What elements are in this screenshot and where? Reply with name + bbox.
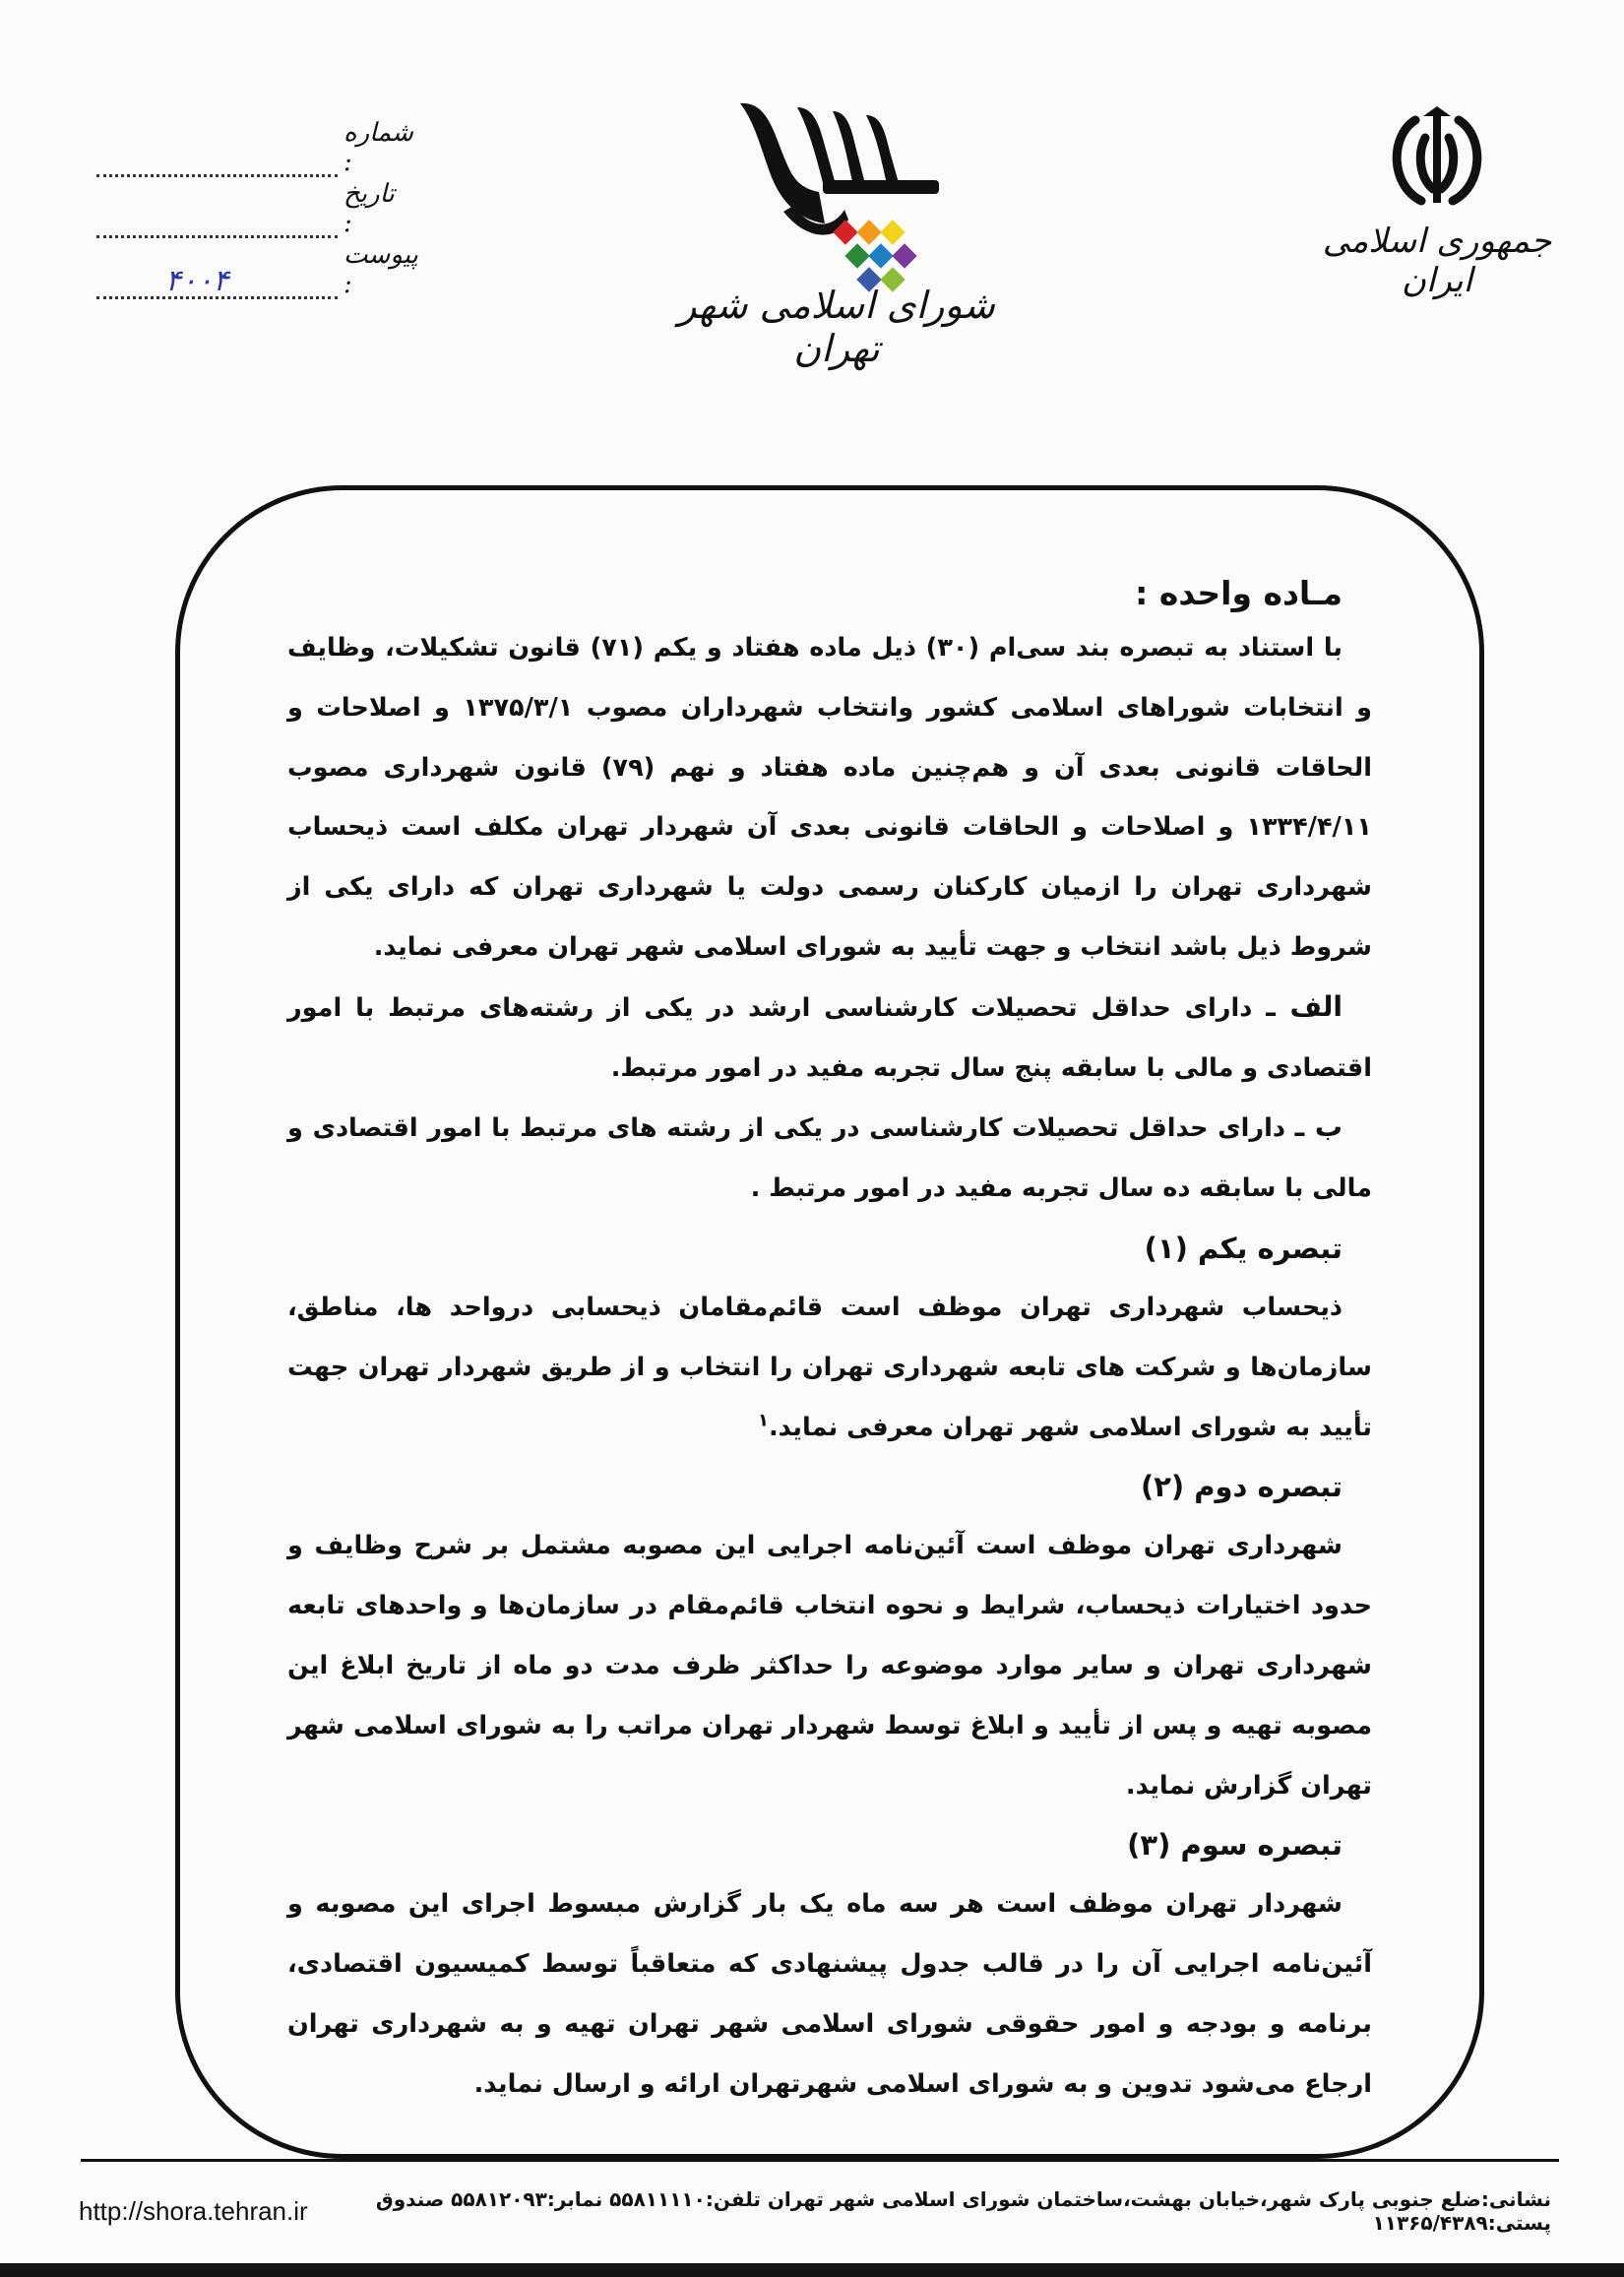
intro-paragraph: با استناد به تبصره بند سی‌ام (۳۰) ذیل ماده هفتاد و یکم (۷۱) قانون تشکیلات، وظایف و انتخابات شوراهای اسلامی کشور وانتخاب شهرداران مصوب ۱۳۷۵/۳/۱ و اصلاحات و الحاقات قانونی بعدی آن و هم‌چنین ماده هفتاد و نهم (۷۹) قانون شهرداری مصوب ۱۳۳۴/۴/۱۱ و اصلاحات و الحاقات قانونی بعدی آن شهردار تهران مکلف است ذیحساب شهرداری تهران را ازمیان کارکنان رسمی دولت یا شهرداری تهران که دارای یکی از شروط ذیل باشد انتخاب و جهت تأیید به شورای اسلامی شهر تهران معرفی نماید. bbox=[287, 633, 1372, 962]
footer-divider bbox=[81, 2159, 1559, 2162]
clause-b-label: ب ـ bbox=[1294, 1110, 1343, 1144]
clause-a-label: الف ـ bbox=[1266, 989, 1343, 1023]
meta-number-label: شماره : bbox=[344, 118, 413, 177]
footer-address: نشانی:ضلع جنوبی پارک شهر،خیابان بهشت،ساختمان شورای اسلامی شهر تهران تلفن:۵۵۸۱۱۱۱۰ نمابر:۵۵۸۱۲۰۹۳ صندوق پستی:۱۱۳۶۵/۴۳۸۹ bbox=[375, 2187, 1551, 2235]
meta-attachment-row bbox=[96, 238, 418, 299]
meta-number-row bbox=[96, 116, 413, 177]
note-1-paragraph bbox=[287, 1278, 1372, 1457]
clause-a-text: دارای حداقل تحصیلات کارشناسی ارشد در یکی از رشته‌های مرتبط با امور اقتصادی و مالی با سابقه پنج سال تجربه مفید در امور مرتبط. bbox=[287, 992, 1372, 1083]
note-2-heading: تبصره دوم (۲) bbox=[1140, 1470, 1343, 1504]
meta-date-line bbox=[96, 206, 338, 238]
note-3-paragraph: شهردار تهران موظف است هر سه ماه یک بار گزارش مبسوط اجرای این مصوبه و آئین‌نامه اجرایی آن را در قالب جدول پیشنهادی که متعاقباً توسط کمیسیون اقتصادی، برنامه و بودجه و امور حقوقی شورای اسلامی شهر تهران تهیه و به شهرداری تهران ارجاع می‌شود تدوین و به شورای اسلامی شهرتهران ارائه و ارسال نماید. bbox=[287, 1889, 1372, 2099]
emblem-caption: جمهوری اسلامی ایران bbox=[1322, 221, 1552, 300]
clause-a bbox=[287, 978, 1372, 1099]
letter-meta bbox=[96, 116, 418, 299]
iran-emblem-icon bbox=[1378, 98, 1496, 217]
footer bbox=[79, 2187, 1551, 2235]
note-1-text: ذیحساب شهرداری تهران موظف است قائم‌مقامان ذیحسابی درواحد ها، مناطق، سازمان‌ها و شرکت های تابعه شهرداری تهران را انتخاب و از طریق شهردار تهران جهت تأیید به شورای اسلامی شهر تهران معرفی نماید. bbox=[287, 1292, 1372, 1442]
meta-number-line bbox=[96, 145, 338, 177]
website-link[interactable]: http://shora.tehran.ir bbox=[79, 2195, 308, 2226]
clause-b-text: دارای حداقل تحصیلات کارشناسی در یکی از رشته های مرتبط با امور اقتصادی و مالی با سابقه ده سال تجربه مفید در امور مرتبط . bbox=[287, 1113, 1372, 1204]
document-title: مـاده واحده : bbox=[1135, 574, 1343, 612]
note-1-heading: تبصره یکم (۱) bbox=[1144, 1231, 1343, 1265]
meta-attachment-value: ۴۰۰۴ bbox=[165, 264, 229, 298]
scan-border bbox=[0, 2263, 1624, 2277]
city-council-logo-icon bbox=[728, 94, 945, 305]
council-caption: شورای اسلامی شهر تهران bbox=[678, 284, 995, 370]
note-3-heading: تبصره سوم (۳) bbox=[1127, 1828, 1343, 1863]
meta-attachment-line bbox=[96, 264, 338, 299]
meta-date-label: تاریخ : bbox=[344, 179, 395, 238]
note-2-paragraph: شهرداری تهران موظف است آئین‌نامه اجرایی این مصوبه مشتمل بر شرح وظایف و حدود اختیارات ذیحساب، شرایط و نحوه انتخاب قائم‌مقام در سازمان‌ها و واحدهای تابعه شهرداری تهران و سایر موارد موضوعه را حداکثر ظرف مدت دو ماه از تاریخ ابلاغ این مصوبه تهیه و پس از تأیید و ابلاغ توسط شهردار تهران مراتب را به شورای اسلامی شهر تهران گزارش نماید. bbox=[287, 1531, 1372, 1801]
meta-date-row bbox=[96, 177, 402, 238]
clause-b bbox=[287, 1098, 1372, 1219]
letterhead bbox=[0, 0, 1624, 370]
footnote-ref: ۱ bbox=[758, 1410, 769, 1431]
meta-attachment-label: پیوست : bbox=[344, 240, 418, 299]
document-body bbox=[287, 569, 1372, 2115]
